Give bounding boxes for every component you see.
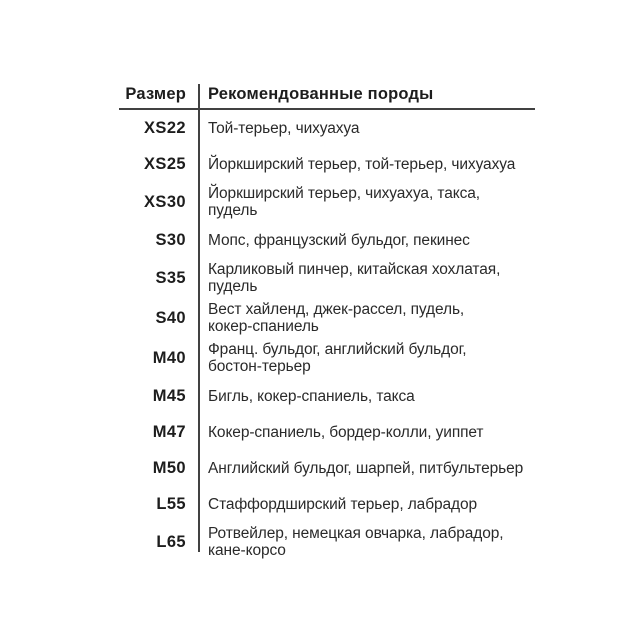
size-cell: XS30	[144, 192, 186, 211]
breed-line: кокер-спаниель	[208, 318, 319, 335]
breed-line: Бигль, кокер-спаниель, такса	[208, 387, 415, 405]
table-row	[119, 414, 535, 450]
breed-line: Мопс, французский бульдог, пекинес	[208, 231, 470, 249]
table-row	[119, 222, 535, 258]
breeds-cell	[199, 460, 535, 477]
size-cell: M50	[152, 458, 186, 477]
breeds-cell	[199, 424, 535, 441]
table-row	[119, 182, 535, 222]
breeds-cell	[199, 341, 535, 375]
size-cell: XS22	[144, 118, 186, 137]
size-cell: S30	[155, 230, 186, 249]
breeds-cell	[199, 185, 535, 219]
breed-line: Кокер-спаниель, бордер-колли, уиппет	[208, 423, 484, 441]
table-row	[119, 298, 535, 338]
size-cell: M47	[152, 422, 186, 441]
table-row	[119, 110, 535, 146]
table-row	[119, 338, 535, 378]
breeds-cell	[199, 261, 535, 295]
table-body	[119, 110, 535, 562]
breed-line: Английский бульдог, шарпей, питбультерьер	[208, 459, 524, 477]
table-row	[119, 258, 535, 298]
breeds-column-header: Рекомендованные породы	[208, 84, 434, 103]
breeds-cell	[199, 496, 535, 513]
breeds-cell	[199, 120, 535, 137]
breed-line: пудель	[208, 278, 258, 295]
size-cell: M45	[152, 386, 186, 405]
breed-line: Вест хайленд, джек-рассел, пудель,	[208, 301, 465, 318]
size-cell: S40	[155, 308, 186, 327]
table-row	[119, 146, 535, 182]
breeds-cell	[199, 232, 535, 249]
size-cell: L55	[156, 494, 186, 513]
breed-line: Той-терьер, чихуахуа	[208, 119, 360, 137]
breed-line: пудель	[208, 202, 258, 219]
breed-line: Ротвейлер, немецкая овчарка, лабрадор,	[208, 525, 504, 542]
breeds-cell	[199, 156, 535, 173]
breeds-cell	[199, 301, 535, 335]
table-row	[119, 378, 535, 414]
breeds-cell	[199, 388, 535, 405]
breed-line: Франц. бульдог, английский бульдог,	[208, 341, 467, 358]
column-divider-line	[198, 84, 200, 552]
breed-line: Йоркширский терьер, той-терьер, чихуахуа	[208, 155, 516, 173]
size-cell: S35	[155, 268, 186, 287]
breed-line: Йоркширский терьер, чихуахуа, такса,	[208, 185, 480, 202]
breed-line: бостон-терьер	[208, 358, 311, 375]
size-cell: XS25	[144, 154, 186, 173]
dog-size-table	[119, 80, 535, 562]
size-cell: M40	[152, 348, 186, 367]
table-row	[119, 522, 535, 562]
table-row	[119, 450, 535, 486]
size-cell: L65	[156, 532, 186, 551]
breed-line: Стаффордширский терьер, лабрадор	[208, 495, 478, 513]
breed-line: кане-корсо	[208, 542, 286, 559]
breed-line: Карликовый пинчер, китайская хохлатая,	[208, 261, 501, 278]
table-row	[119, 486, 535, 522]
breeds-cell	[199, 525, 535, 559]
size-column-header: Размер	[125, 84, 186, 103]
table-header-row	[119, 80, 535, 108]
